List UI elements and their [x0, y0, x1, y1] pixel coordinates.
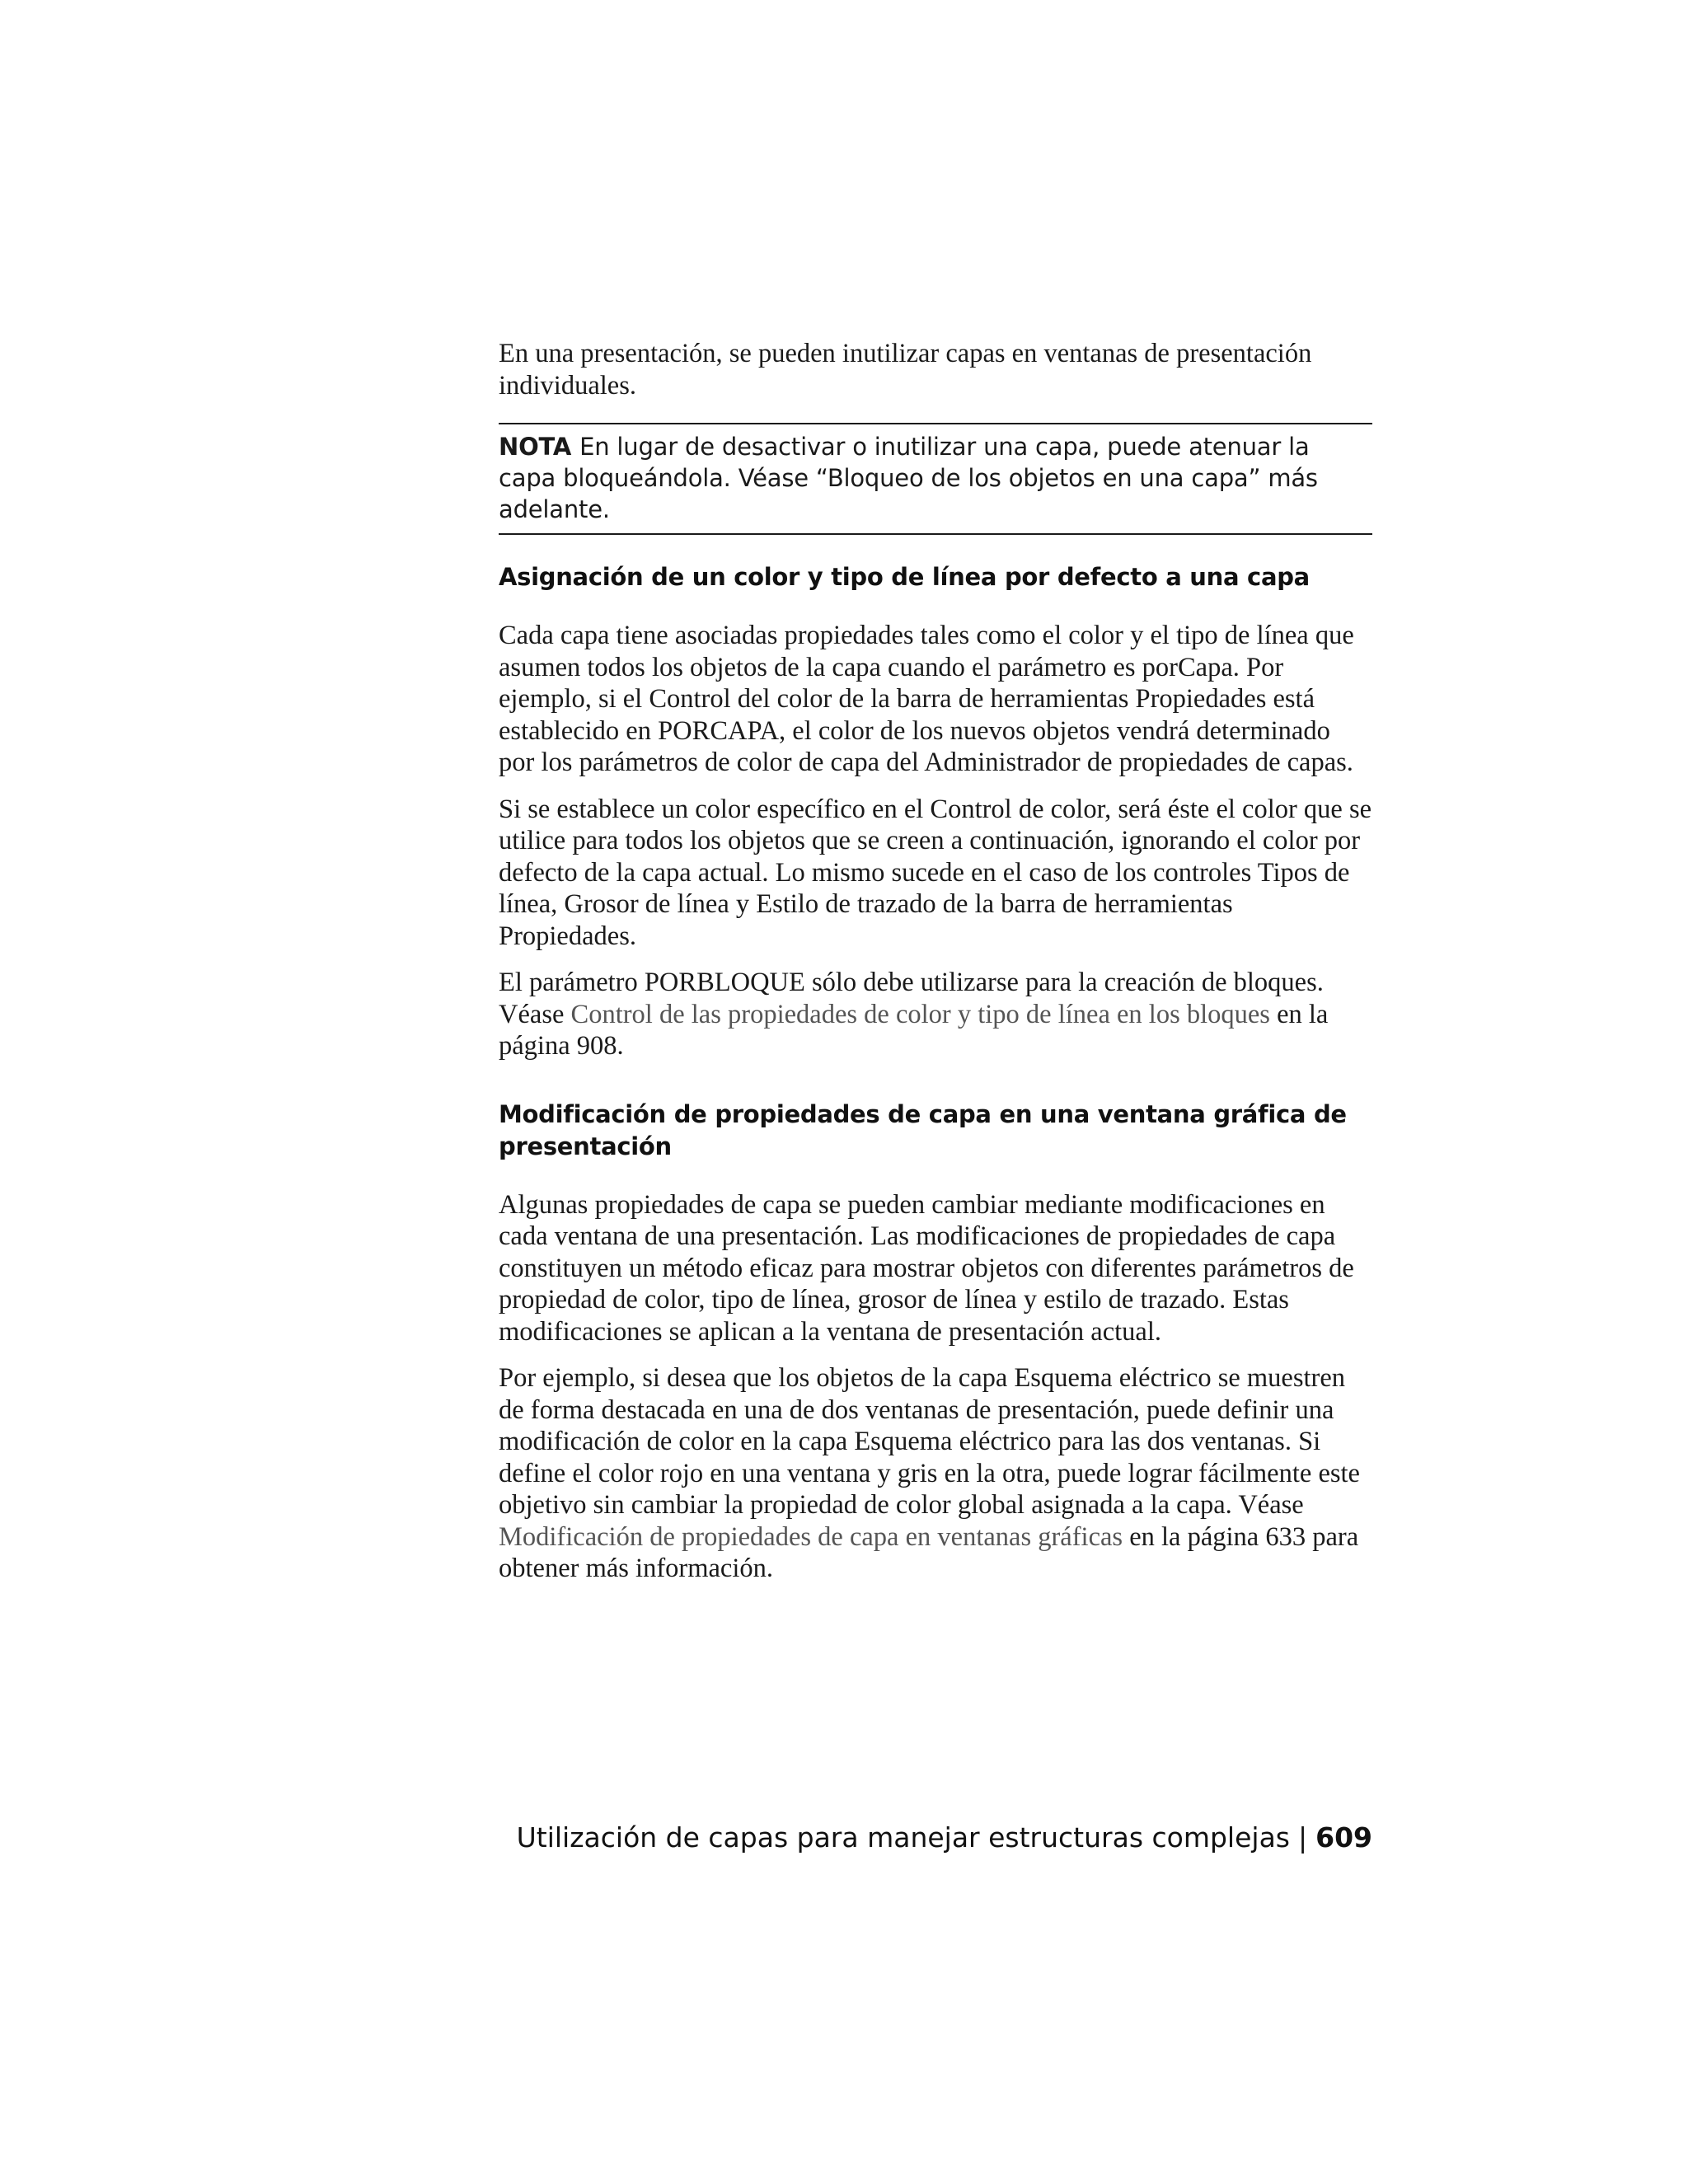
section1-paragraph-2: Si se establece un color específico en el Control de color, será éste el color que se utilice para todos los objetos que se creen a continuación, ignorando el color por defecto de la capa actual. Lo mismo sucede en el caso de los controles Tipos de línea, Grosor de línea y Estilo de trazado de la barra de herramientas Propiedades. [499, 794, 1372, 951]
section2-p2-text-after: en la página 633 para obtener más información. [499, 1521, 1359, 1583]
section1-p3-text-before: El parámetro PORBLOQUE sólo debe utilizarse para la creación de bloques. Véase [499, 968, 1324, 1029]
page-number: 609 [1315, 1821, 1372, 1854]
section2-paragraph-2 [499, 1362, 1372, 1585]
section1-p3-text-after: en la página 908. [499, 999, 1329, 1061]
section-heading-default-color: Asignación de un color y tipo de línea por defecto a una capa [499, 563, 1310, 591]
section1-paragraph-3 [499, 967, 1372, 1062]
section2-paragraph-1: Algunas propiedades de capa se pueden cambiar mediante modificaciones en cada ventana de una presentación. Las modificaciones de propiedades de capa constituyen un método eficaz para mostrar objetos con diferentes parámetros de propiedad de color, tipo de línea, grosor de línea y estilo de trazado. Estas modificaciones se aplican a la ventana de presentación actual. [499, 1189, 1354, 1347]
footer-title: Utilización de capas para manejar estructuras complejas [516, 1821, 1290, 1854]
note-box [499, 423, 1372, 535]
section-heading-viewport-overrides: Modificación de propiedades de capa en una ventana gráfica de presentación [499, 1099, 1347, 1160]
page-footer [517, 1821, 1372, 1854]
intro-paragraph: En una presentación, se pueden inutilizar capas en ventanas de presentación individuales. [499, 339, 1312, 401]
note-label: NOTA [499, 433, 572, 461]
link-viewport-overrides[interactable]: Modificación de propiedades de capa en ventanas gráficas [499, 1521, 1123, 1552]
page-body [499, 338, 1372, 1585]
footer-separator: | [1297, 1821, 1308, 1854]
link-block-properties[interactable]: Control de las propiedades de color y tipo de línea en los bloques [570, 999, 1270, 1029]
note-text: En lugar de desactivar o inutilizar una capa, puede atenuar la capa bloqueándola. Véase “Bloqueo de los objetos en una capa” más adelante. [499, 433, 1318, 523]
section1-paragraph-1: Cada capa tiene asociadas propiedades tales como el color y el tipo de línea que asumen todos los objetos de la capa cuando el parámetro es porCapa. Por ejemplo, si el Control del color de la barra de herramientas Propiedades está establecido en PORCAPA, el color de los nuevos objetos vendrá determinado por los parámetros de color de capa del Administrador de propiedades de capas. [499, 621, 1354, 777]
section2-p2-text-before: Por ejemplo, si desea que los objetos de la capa Esquema eléctrico se muestren de forma destacada en una de dos ventanas de presentación, puede definir una modificación de color en la capa Esquema eléctrico para las dos ventanas. Si define el color rojo en una ventana y gris en la otra, puede lograr fácilmente este objetivo sin cambiar la propiedad de color global asignada a la capa. Véase [499, 1363, 1360, 1520]
